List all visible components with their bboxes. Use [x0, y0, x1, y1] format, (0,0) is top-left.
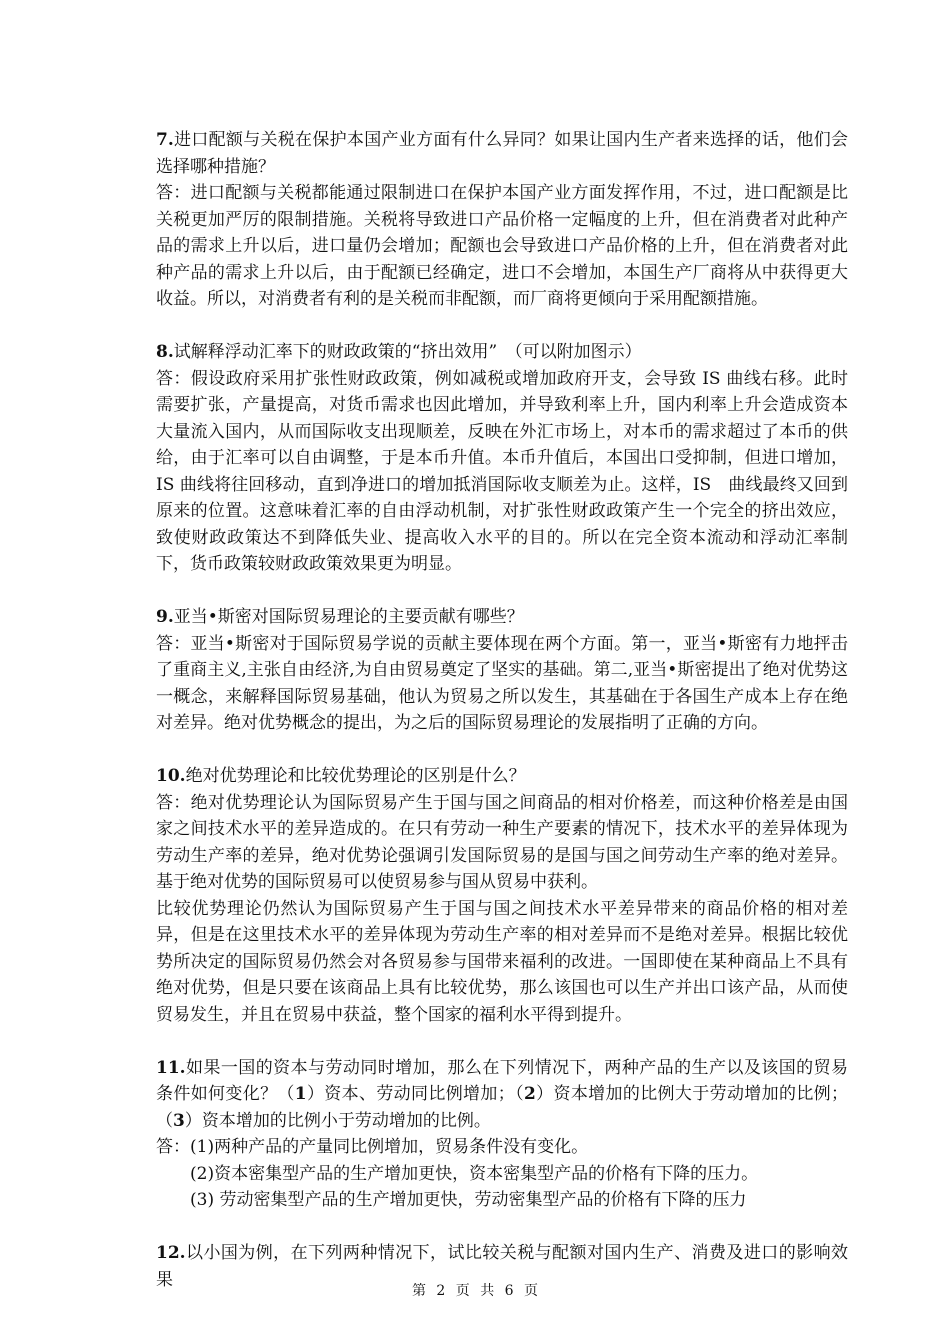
- question-number: 9.: [156, 607, 174, 627]
- question-11: [156, 1055, 848, 1214]
- answer-11-item-3: (3) 劳动密集型产品的生产增加更快，劳动密集型产品的价格有下降的压力: [190, 1190, 747, 1210]
- question-7: [156, 127, 848, 313]
- question-10: [156, 763, 848, 1028]
- case-number: 2: [523, 1084, 536, 1104]
- answer-10-paragraph-1: 答：绝对优势理论认为国际贸易产生于国与国之间商品的相对价格差，而这种价格差是由国家之间技术水平的差异造成的。在只有劳动一种生产要素的情况下，技术水平的差异体现为劳动生产率的差异，绝对优势论强调引发国际贸易的是国与国之间劳动生产率的绝对差异。基于绝对优势的国际贸易可以使贸易参与国从贸易中获利。: [156, 792, 848, 892]
- answer-8-text: 答：假设政府采用扩张性财政政策，例如减税或增加政府开支，会导致 IS 曲线右移。此时需要扩张，产量提高，对货币需求也因此增加，并导致利率上升，国内利率上升会造成资本大量流入国内，从而国际收支出现顺差，反映在外汇市场上，对本币的需求超过了本币的供给，由于汇率可以自由调整，于是本币升值。本币升值后，本国出口受抑制，但进口增加，IS 曲线将往回移动，直到净进口的增加抵消国际收支顺差为止。这样，IS 曲线最终又回到原来的位置。这意味着汇率的自由浮动机制，对扩张性财政政策产生一个完全的挤出效应，致使财政政策达不到降低失业、提高收入水平的目的。所以在完全资本流动和浮动汇率制下，货币政策较财政政策效果更为明显。: [156, 368, 848, 574]
- question-number: 7.: [156, 130, 174, 150]
- question-title: 进口配额与关税在保护本国产业方面有什么异同？如果让国内生产者来选择的话，他们会选择哪种措施？: [156, 130, 848, 177]
- question-title: 亚当•斯密对国际贸易理论的主要贡献有哪些？: [173, 607, 524, 627]
- question-number: 12.: [156, 1243, 186, 1263]
- case-number: 3: [173, 1110, 185, 1131]
- question-9: [156, 604, 848, 737]
- question-8-text: [156, 339, 848, 366]
- question-7-text: [156, 127, 848, 180]
- page-content: [156, 127, 848, 1320]
- answer-9-text: 答：亚当•斯密对于国际贸易学说的贡献主要体现在两个方面。第一，亚当•斯密有力地抨击了重商主义,主张自由经济,为自由贸易奠定了坚实的基础。第二,亚当•斯密提出了绝对优势这一概念，来解释国际贸易基础，他认为贸易之所以发生，其基础在于各国生产成本上存在绝对差异。绝对优势概念的提出，为之后的国际贸易理论的发展指明了正确的方向。: [156, 633, 848, 733]
- question-number: 8.: [156, 342, 174, 362]
- page-number-footer: 第 2 页 共 6 页: [411, 1283, 539, 1299]
- question-number: 11.: [156, 1057, 186, 1078]
- question-number: 10.: [156, 766, 186, 786]
- answer-10-paragraph-2: 比较优势理论仍然认为国际贸易产生于国与国之间技术水平差异带来的商品价格的相对差异，但是在这里技术水平的差异体现为劳动生产率的相对差异而不是绝对差异。根据比较优势所决定的国际贸易仍然会对各贸易参与国带来福利的改进。一国即使在某种商品上不具有绝对优势，但是只要在该商品上具有比较优势，那么该国也可以生产并出口该产品，从而使贸易发生，并且在贸易中获益，整个国家的福利水平得到提升。: [156, 898, 848, 1025]
- question-title: 以小国为例，在下列两种情况下，试比较关税与配额对国内生产、消费及进口的影响效果: [156, 1243, 848, 1290]
- question-title-part: ）资本增加的比例小于劳动增加的比例。: [184, 1110, 491, 1131]
- case-number: 1: [294, 1084, 307, 1104]
- question-10-text: [156, 763, 848, 790]
- answer-7-text: 答：进口配额与关税都能通过限制进口在保护本国产业方面发挥作用，不过，进口配额是比关税更加严厉的限制措施。关税将导致进口产品价格一定幅度的上升，但在消费者对此种产品的需求上升以后，进口量仍会增加；配额也会导致进口产品价格的上升，但在消费者对此种产品的需求上升以后，由于配额已经确定，进口不会增加，本国生产厂商将从中获得更大收益。所以，对消费者有利的是关税而非配额，而厂商将更倾向于采用配额措施。: [156, 183, 848, 309]
- question-11-text: [156, 1055, 848, 1135]
- question-title-part: ）资本、劳动同比例增加；（: [306, 1084, 524, 1104]
- answer-11-item-1: 答：(1)两种产品的产量同比例增加，贸易条件没有变化。: [156, 1137, 589, 1157]
- question-9-text: [156, 604, 848, 631]
- answer-11-item-2: (2)资本密集型产品的生产增加更快，资本密集型产品的价格有下降的压力。: [190, 1163, 759, 1184]
- question-title-part: ）资本增加的比例大于劳动增加的比例；（: [156, 1084, 849, 1131]
- question-8: [156, 339, 848, 578]
- question-title-part: 如果一国的资本与劳动同时增加，那么在下列情况下，两种产品的生产以及该国的贸易条件如何变化？（: [156, 1057, 848, 1104]
- question-title: 绝对优势理论和比较优势理论的区别是什么？: [185, 766, 526, 786]
- question-title: 试解释浮动汇率下的财政政策的“挤出效用” （可以附加图示）: [173, 342, 642, 362]
